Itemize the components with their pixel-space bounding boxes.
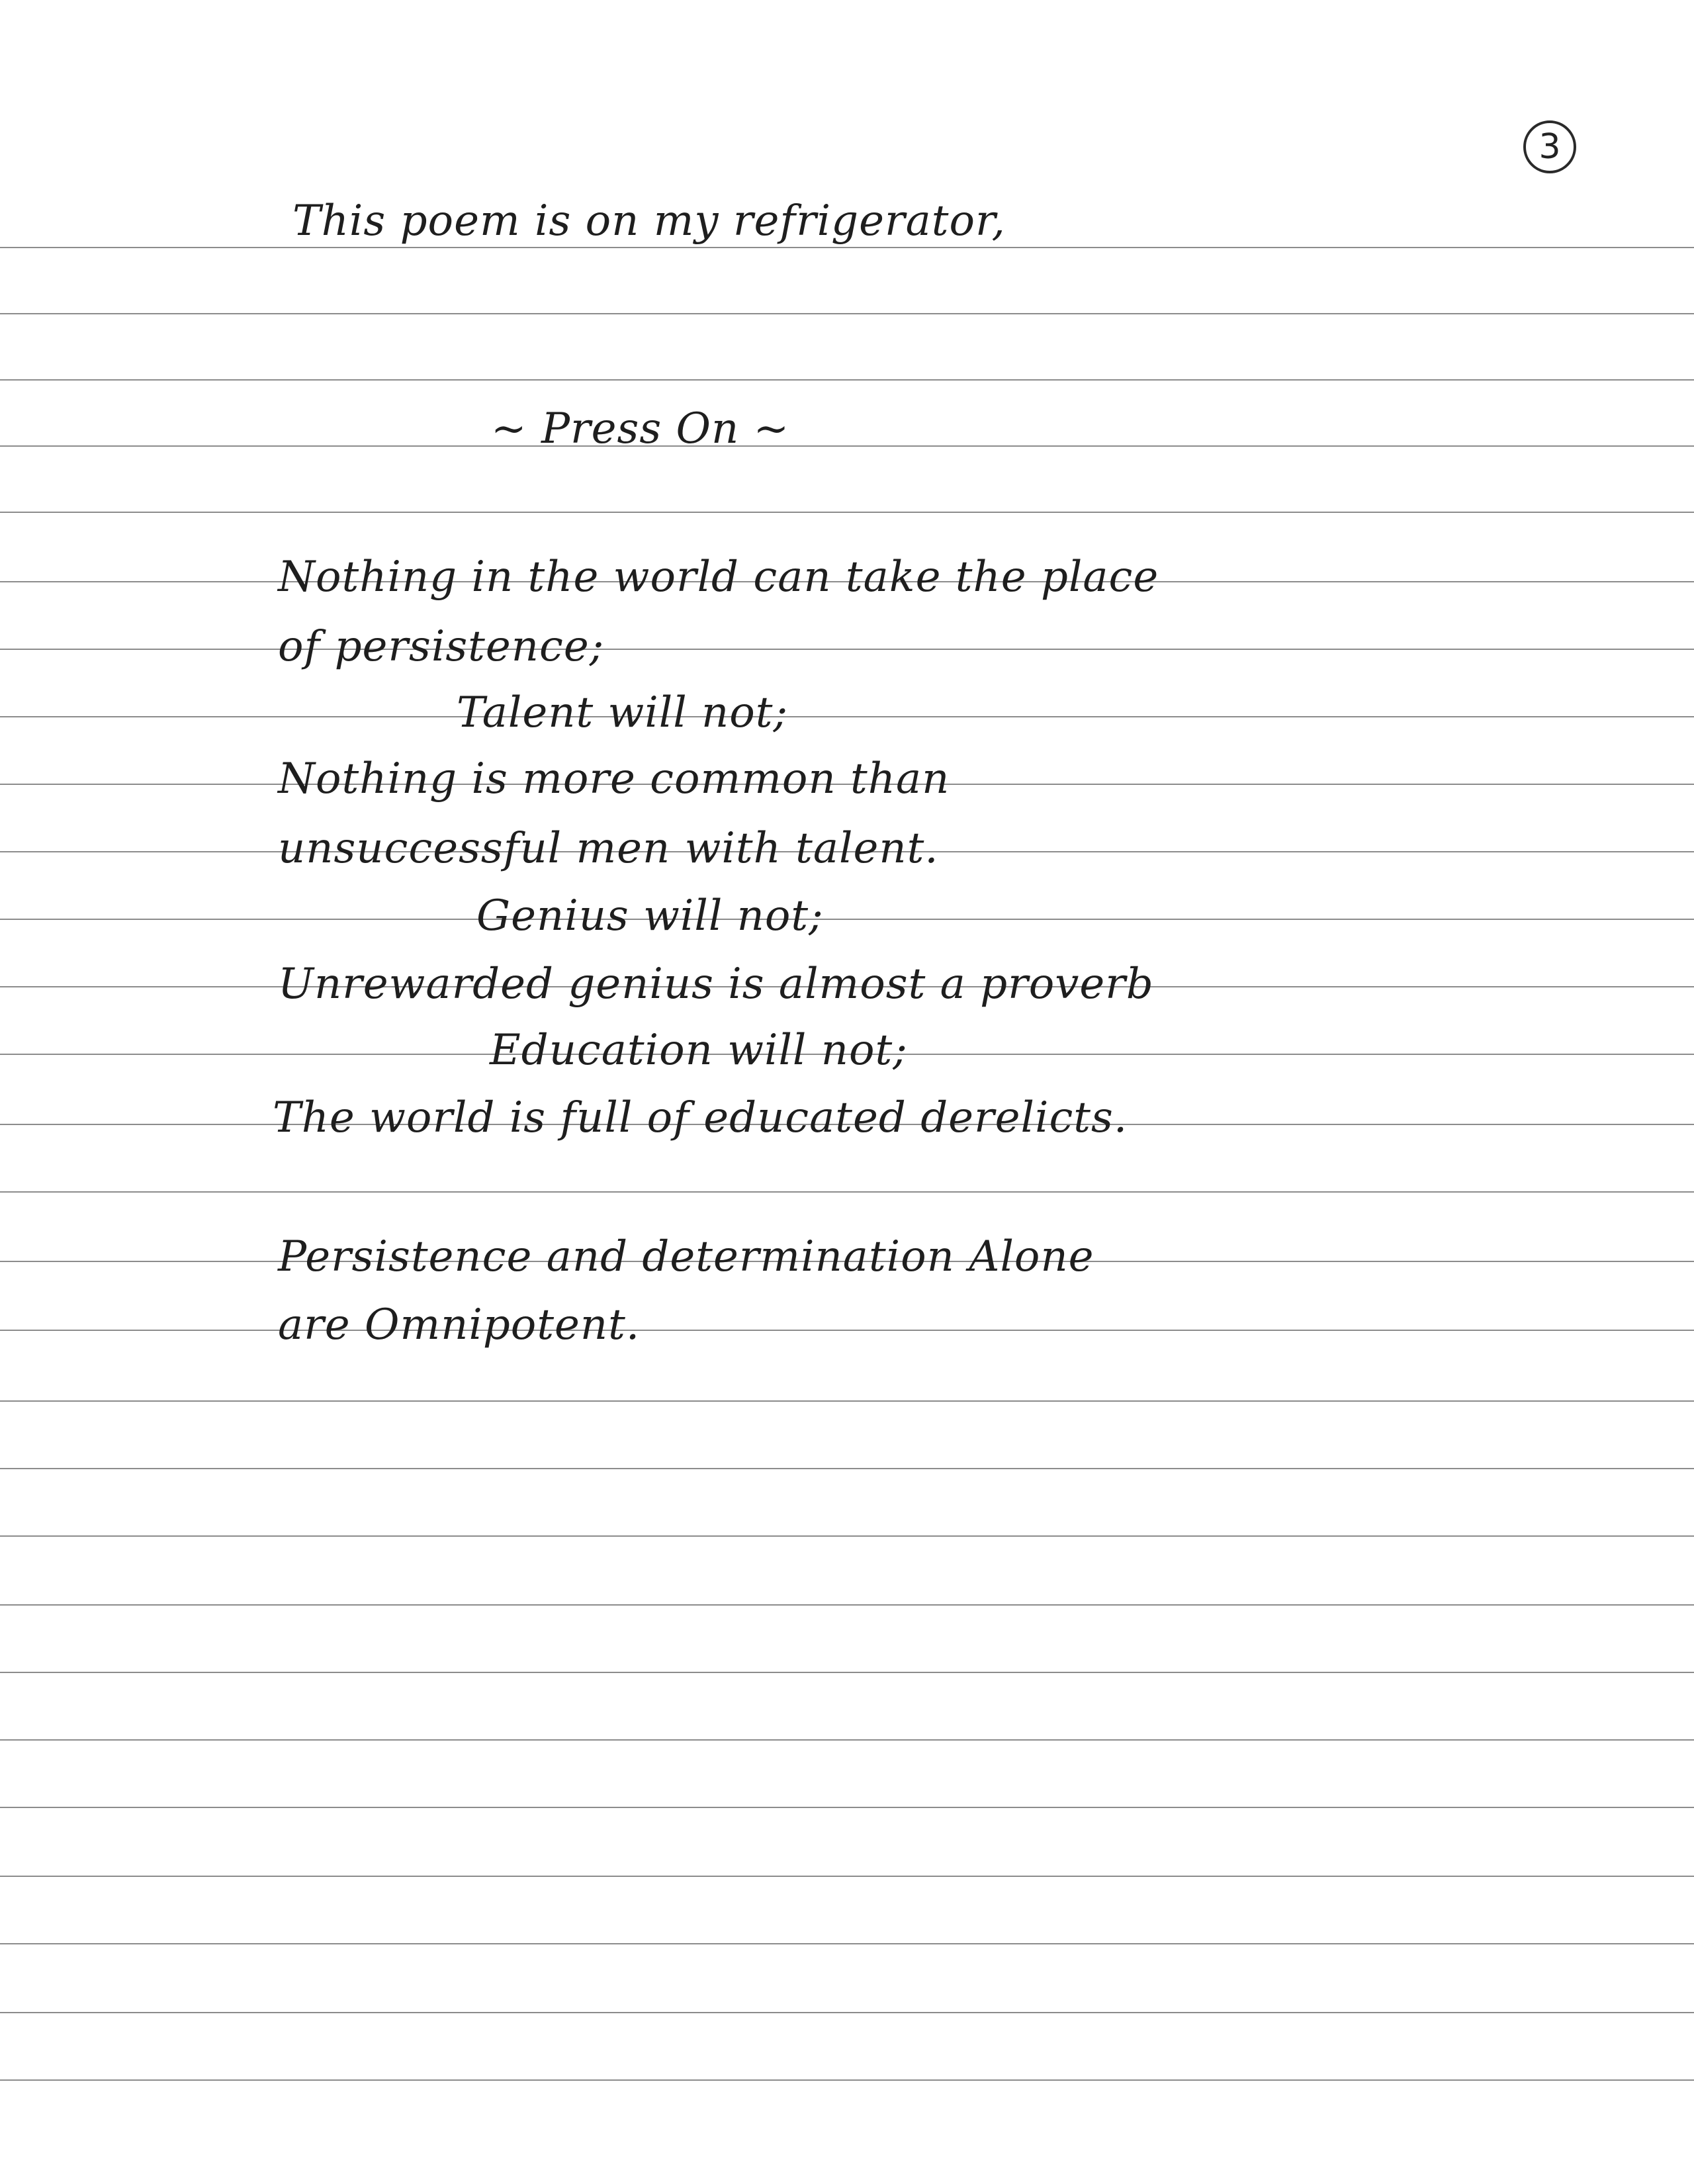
ruled-line xyxy=(0,1604,1694,1606)
ruled-line xyxy=(0,1739,1694,1741)
poem-line: unsuccessful men with talent. xyxy=(278,824,939,873)
poem-line: Talent will not; xyxy=(457,688,789,737)
ruled-line xyxy=(0,1807,1694,1808)
ruled-line xyxy=(0,1672,1694,1673)
ruled-line xyxy=(0,1400,1694,1402)
poem-line: Unrewarded genius is almost a proverb xyxy=(278,960,1154,1009)
poem-line: Persistence and determination Alone xyxy=(278,1232,1094,1281)
ruled-line xyxy=(0,1535,1694,1537)
poem-line: The world is full of educated derelicts. xyxy=(273,1093,1128,1142)
ruled-line xyxy=(0,1330,1694,1331)
ruled-line xyxy=(0,247,1694,248)
ruled-line xyxy=(0,445,1694,447)
ruled-line xyxy=(0,379,1694,381)
poem-line: of persistence; xyxy=(278,622,605,671)
intro-line: This poem is on my refrigerator, xyxy=(292,197,1006,246)
poem-line: Genius will not; xyxy=(476,891,824,940)
ruled-line xyxy=(0,919,1694,920)
poem-line: Education will not; xyxy=(490,1026,908,1075)
ruled-line xyxy=(0,1468,1694,1469)
ruled-line xyxy=(0,512,1694,513)
ruled-line xyxy=(0,649,1694,650)
ruled-line xyxy=(0,1876,1694,1877)
poem-title: ~ Press On ~ xyxy=(491,404,790,453)
ruled-line xyxy=(0,716,1694,717)
ruled-line xyxy=(0,1191,1694,1193)
page-number: 3 xyxy=(1523,120,1576,173)
ruled-line xyxy=(0,2012,1694,2013)
poem-line: Nothing is more common than xyxy=(278,754,950,803)
ruled-line xyxy=(0,1943,1694,1944)
poem-line: Nothing in the world can take the place xyxy=(278,553,1159,602)
ruled-line xyxy=(0,2079,1694,2081)
ruled-line xyxy=(0,313,1694,314)
poem-line: are Omnipotent. xyxy=(278,1300,641,1349)
